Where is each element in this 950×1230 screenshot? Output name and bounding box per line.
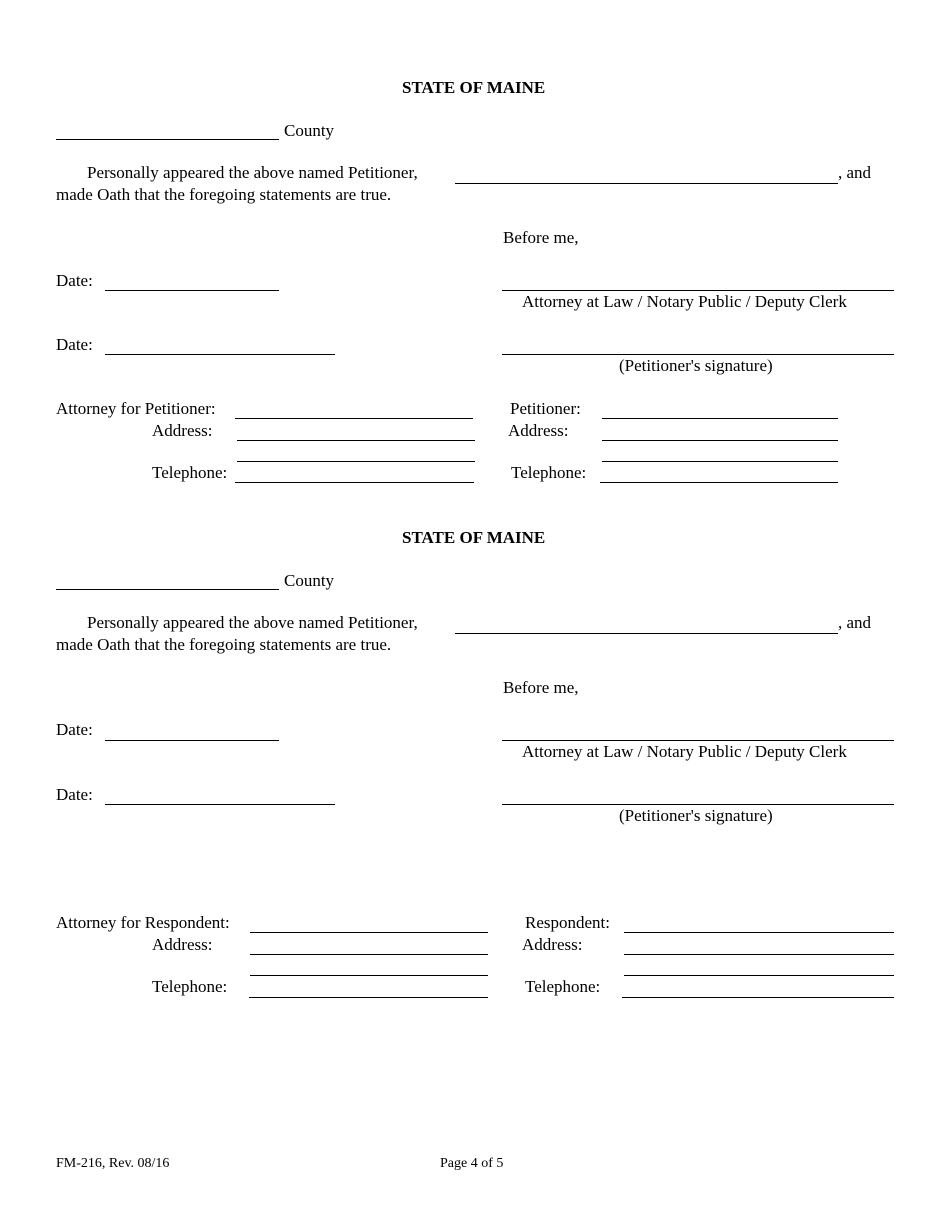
petitioner-name-field[interactable] — [455, 633, 838, 634]
attorney-address-field-2[interactable] — [237, 461, 475, 462]
date-label: Date: — [56, 785, 93, 804]
date-label: Date: — [56, 271, 93, 290]
county-label: County — [284, 121, 335, 140]
attorney-notary-label: Attorney at Law / Notary Public / Deputy Clerk — [522, 292, 847, 311]
telephone-label: Telephone: — [525, 977, 601, 996]
respondent-attorney-address-field[interactable] — [250, 954, 488, 955]
respondent-attorney-address-field-2[interactable] — [250, 975, 488, 976]
telephone-label: Telephone: — [152, 977, 228, 996]
petitioner-field[interactable] — [602, 418, 838, 419]
petitioner-address-field[interactable] — [602, 440, 838, 441]
attorney-telephone-field[interactable] — [235, 482, 474, 483]
attorney-for-petitioner-field[interactable] — [235, 418, 473, 419]
respondent-field[interactable] — [624, 932, 894, 933]
date-field[interactable] — [105, 804, 335, 805]
date-field[interactable] — [105, 740, 279, 741]
oath-text: made Oath that the foregoing statements are true. — [56, 185, 392, 204]
address-label: Address: — [522, 935, 583, 954]
state-heading: STATE OF MAINE — [402, 528, 546, 547]
and-text: , and — [838, 613, 872, 632]
county-field[interactable] — [56, 589, 279, 590]
address-label: Address: — [152, 421, 213, 440]
attorney-for-respondent-field[interactable] — [250, 932, 488, 933]
before-me-text: Before me, — [503, 228, 579, 247]
notary-signature-field[interactable] — [502, 740, 894, 741]
notary-signature-field[interactable] — [502, 290, 894, 291]
attorney-address-field[interactable] — [237, 440, 475, 441]
respondent-address-field[interactable] — [624, 954, 894, 955]
date-field[interactable] — [105, 290, 279, 291]
attorney-for-respondent-label: Attorney for Respondent: — [56, 913, 230, 932]
petitioner-address-field-2[interactable] — [602, 461, 838, 462]
form-id: FM-216, Rev. 08/16 — [56, 1156, 170, 1171]
petitioner-name-field[interactable] — [455, 183, 838, 184]
state-heading: STATE OF MAINE — [402, 78, 546, 97]
respondent-telephone-field[interactable] — [622, 997, 894, 998]
petitioner-signature-label: (Petitioner's signature) — [619, 356, 773, 375]
petitioner-signature-label: (Petitioner's signature) — [619, 806, 773, 825]
county-field[interactable] — [56, 139, 279, 140]
date-label: Date: — [56, 335, 93, 354]
county-label: County — [284, 571, 335, 590]
attorney-for-petitioner-label: Attorney for Petitioner: — [56, 399, 216, 418]
telephone-label: Telephone: — [152, 463, 228, 482]
before-me-text: Before me, — [503, 678, 579, 697]
respondent-address-field-2[interactable] — [624, 975, 894, 976]
petitioner-signature-field[interactable] — [502, 804, 894, 805]
page-number: Page 4 of 5 — [440, 1156, 504, 1171]
appeared-text: Personally appeared the above named Petitioner, — [87, 163, 418, 182]
petitioner-telephone-field[interactable] — [600, 482, 838, 483]
petitioner-label: Petitioner: — [510, 399, 581, 418]
oath-text: made Oath that the foregoing statements are true. — [56, 635, 392, 654]
attorney-notary-label: Attorney at Law / Notary Public / Deputy Clerk — [522, 742, 847, 761]
address-label: Address: — [508, 421, 569, 440]
telephone-label: Telephone: — [511, 463, 587, 482]
address-label: Address: — [152, 935, 213, 954]
petitioner-signature-field[interactable] — [502, 354, 894, 355]
respondent-attorney-telephone-field[interactable] — [249, 997, 488, 998]
date-label: Date: — [56, 720, 93, 739]
and-text: , and — [838, 163, 872, 182]
date-field[interactable] — [105, 354, 335, 355]
appeared-text: Personally appeared the above named Petitioner, — [87, 613, 418, 632]
respondent-label: Respondent: — [525, 913, 610, 932]
